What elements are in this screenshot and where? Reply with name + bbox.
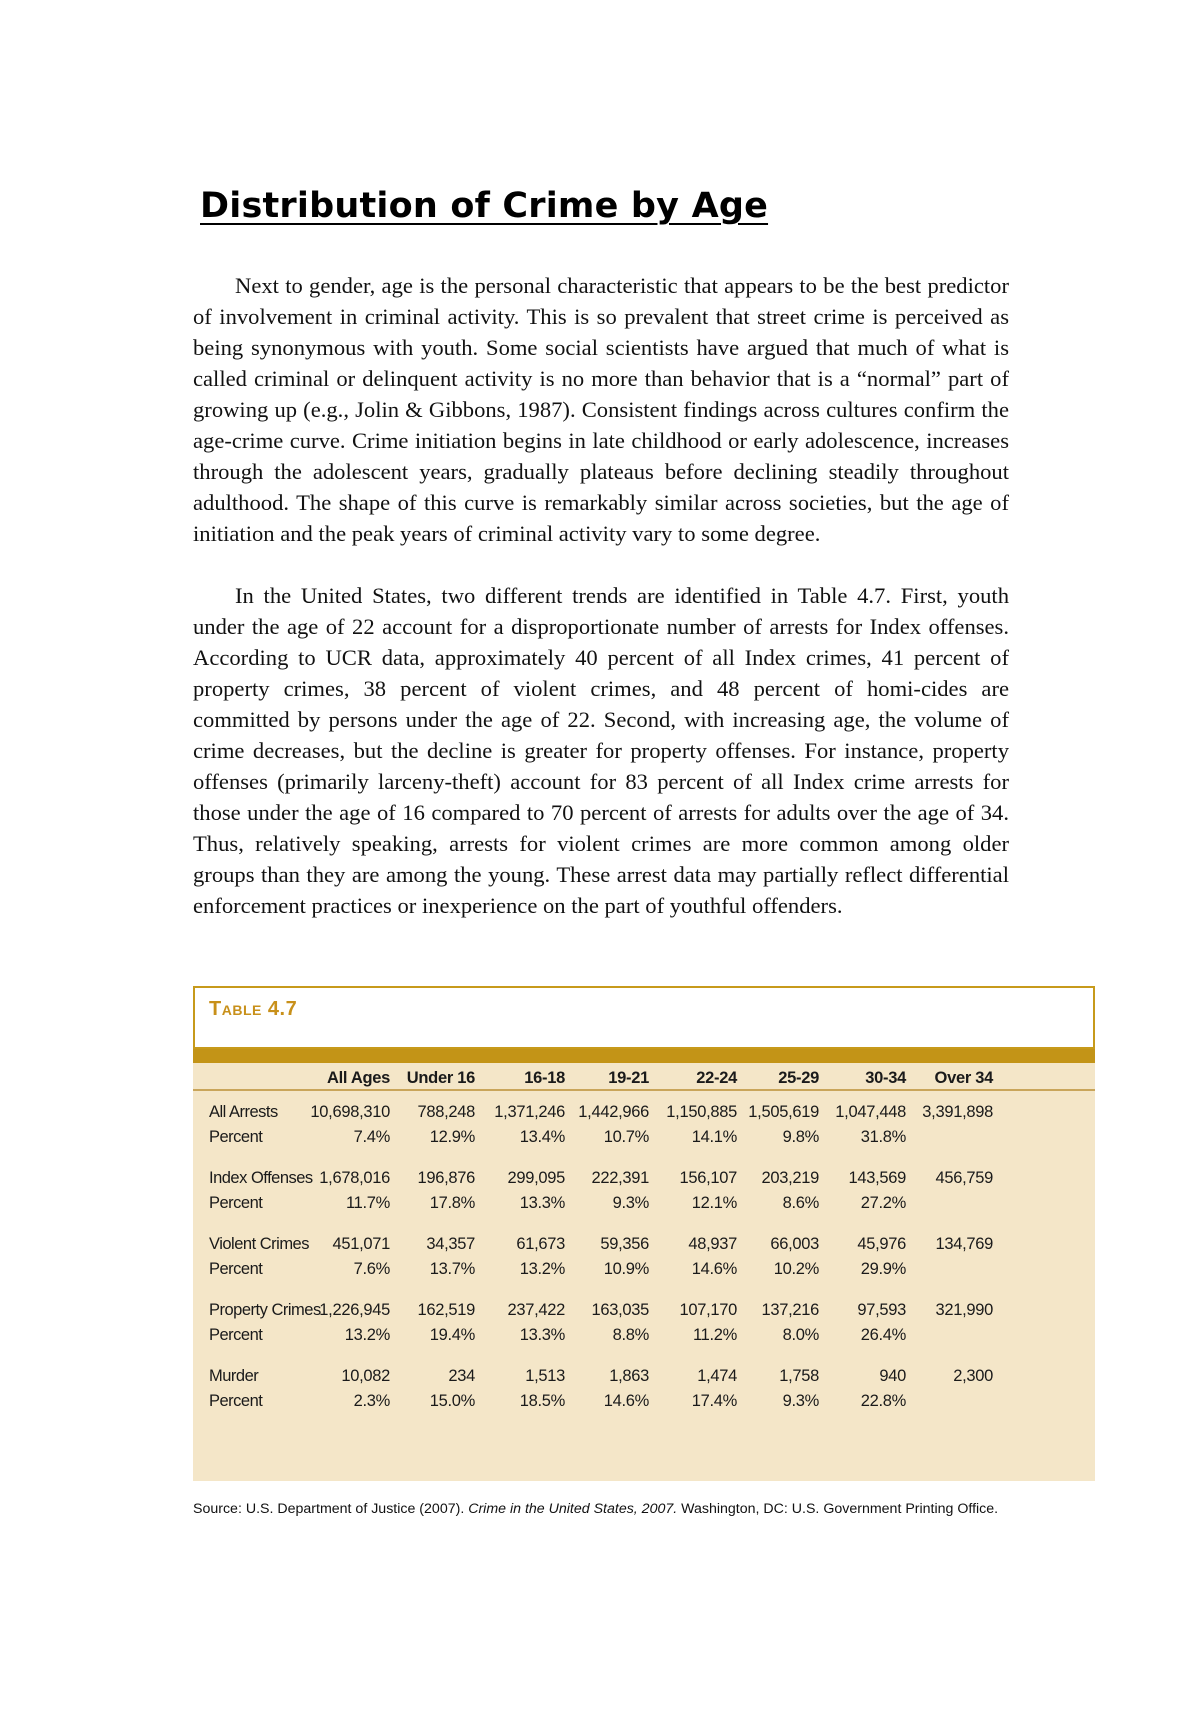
table-cell: 13.3%: [519, 1326, 565, 1344]
table-row-label: Index Offenses: [209, 1169, 313, 1187]
table-cell: 97,593: [857, 1301, 906, 1319]
table-cell: 13.3%: [519, 1194, 565, 1212]
table-cell: 1,863: [609, 1367, 649, 1385]
table-column-header: 16-18: [524, 1069, 565, 1087]
table-cell: 1,513: [525, 1367, 565, 1385]
table-column-header: Under 16: [406, 1069, 475, 1087]
table-title-band: [193, 1049, 1095, 1063]
table-cell: 27.2%: [860, 1194, 906, 1212]
table-cell: 1,474: [697, 1367, 737, 1385]
table-cell: 34,357: [426, 1235, 475, 1253]
table-cell: 196,876: [417, 1169, 475, 1187]
table-cell: 17.8%: [429, 1194, 475, 1212]
table-cell: 14.1%: [691, 1128, 737, 1146]
table-row-label: Percent: [209, 1260, 263, 1278]
table-cell: 10.7%: [603, 1128, 649, 1146]
table-cell: 48,937: [688, 1235, 737, 1253]
table-cell: 9.3%: [612, 1194, 649, 1212]
table-cell: 8.0%: [782, 1326, 819, 1344]
table-cell: 162,519: [417, 1301, 475, 1319]
table-row-label: Percent: [209, 1392, 263, 1410]
table-cell: 237,422: [507, 1301, 565, 1319]
table-cell: 8.8%: [612, 1326, 649, 1344]
table-cell: 11.2%: [692, 1326, 737, 1344]
table-cell: 26.4%: [860, 1326, 906, 1344]
table-cell: 13.7%: [429, 1260, 475, 1278]
table-cell: 7.4%: [353, 1128, 390, 1146]
table-cell: 134,769: [935, 1235, 993, 1253]
table-column-header: All Ages: [326, 1069, 390, 1087]
table-cell: 2,300: [953, 1367, 993, 1385]
table-cell: 18.5%: [519, 1392, 565, 1410]
table-cell: 29.9%: [860, 1260, 906, 1278]
table-cell: 1,442,966: [578, 1103, 649, 1121]
table-row-label: Percent: [209, 1194, 263, 1212]
table-cell: 10.9%: [603, 1260, 649, 1278]
source-prefix: Source: U.S. Department of Justice (2007).: [193, 1501, 469, 1517]
table-cell: 321,990: [935, 1301, 993, 1319]
table-cell: 788,248: [417, 1103, 475, 1121]
table-cell: 222,391: [591, 1169, 649, 1187]
table-cell: 59,356: [600, 1235, 649, 1253]
table-row-label: Property Crimes: [209, 1301, 321, 1319]
table-cell: 1,150,885: [666, 1103, 737, 1121]
table-cell: 9.3%: [782, 1392, 819, 1410]
table-cell: 1,047,448: [835, 1103, 906, 1121]
table-cell: 9.8%: [782, 1128, 819, 1146]
table-cell: 22.8%: [860, 1392, 906, 1410]
table-cell: 15.0%: [429, 1392, 475, 1410]
table-cell: 1,226,945: [319, 1301, 390, 1319]
table-cell: 156,107: [679, 1169, 737, 1187]
table-row-label: Violent Crimes: [209, 1235, 309, 1253]
table-cell: 1,758: [779, 1367, 819, 1385]
table-cell: 234: [448, 1367, 475, 1385]
table-column-header: 30-34: [865, 1069, 906, 1087]
table-row-label: Murder: [209, 1367, 259, 1385]
table-4-7: [193, 986, 1095, 1481]
table-title: Table 4.7: [209, 998, 298, 1020]
table-cell: 17.4%: [691, 1392, 737, 1410]
table-cell: 19.4%: [429, 1326, 475, 1344]
table-cell: 940: [879, 1367, 906, 1385]
table-row-label: Percent: [209, 1128, 263, 1146]
table-cell: 163,035: [591, 1301, 649, 1319]
table-cell: 31.8%: [860, 1128, 906, 1146]
table-column-header: 19-21: [608, 1069, 649, 1087]
table-cell: 14.6%: [603, 1392, 649, 1410]
table-row-label: All Arrests: [209, 1103, 278, 1121]
table-cell: 3,391,898: [922, 1103, 993, 1121]
table-cell: 10,698,310: [310, 1103, 390, 1121]
table-cell: 299,095: [507, 1169, 565, 1187]
table-cell: 12.1%: [691, 1194, 737, 1212]
table-cell: 66,003: [770, 1235, 819, 1253]
table-cell: 13.2%: [519, 1260, 565, 1278]
table-title-box: [193, 986, 1095, 1049]
page-heading: Distribution of Crime by Age: [200, 186, 769, 226]
table-cell: 107,170: [679, 1301, 737, 1319]
table-column-header: 22-24: [696, 1069, 737, 1087]
table-cell: 45,976: [857, 1235, 906, 1253]
table-cell: 10.2%: [773, 1260, 819, 1278]
body-paragraph-2: In the United States, two different trends are identified in Table 4.7. First, youth under the age of 22 account for a disproportionate number of arrests for Index offenses. According to UCR data, approximately 40 percent of all Index crimes, 41 percent of property crimes, 38 percent of violent crimes, and 48 percent of homi-cides are committed by persons under the age of 22. Second, with increasing age, the volume of crime decreases, but the decline is greater for property offenses. For instance, property offenses (primarily larceny-theft) account for 83 percent of all Index crime arrests for those under the age of 16 compared to 70 percent of arrests for adults over the age of 34. Thus, relatively speaking, arrests for violent crimes are more common among older groups than they are among the young. These arrest data may partially reflect differential enforcement practices or inexperience on the part of youthful offenders.: [193, 583, 1009, 918]
source-title: Crime in the United States, 2007.: [468, 1501, 678, 1517]
table-cell: 1,371,246: [494, 1103, 565, 1121]
table-cell: 10,082: [341, 1367, 390, 1385]
table-column-header: Over 34: [934, 1069, 993, 1087]
table-cell: 13.2%: [344, 1326, 390, 1344]
table-cell: 8.6%: [782, 1194, 819, 1212]
table-cell: 61,673: [516, 1235, 565, 1253]
table-cell: 451,071: [332, 1235, 390, 1253]
table-cell: 143,569: [848, 1169, 906, 1187]
table-cell: 1,678,016: [319, 1169, 390, 1187]
table-cell: 7.6%: [353, 1260, 390, 1278]
table-cell: 203,219: [761, 1169, 819, 1187]
source-citation: [193, 1498, 1093, 1520]
table-cell: 2.3%: [353, 1392, 390, 1410]
table-cell: 137,216: [761, 1301, 819, 1319]
table-cell: 1,505,619: [748, 1103, 819, 1121]
table-cell: 14.6%: [691, 1260, 737, 1278]
source-suffix: Washington, DC: U.S. Government Printing Office.: [677, 1501, 999, 1517]
table-cell: 13.4%: [519, 1128, 565, 1146]
table-cell: 12.9%: [429, 1128, 475, 1146]
table-column-header: 25-29: [778, 1069, 819, 1087]
body-paragraph-1: Next to gender, age is the personal characteristic that appears to be the best predictor of involvement in criminal activity. This is so prevalent that street crime is perceived as being synonymous with youth. Some social scientists have argued that much of what is called criminal or delinquent activity is no more than behavior that is a “normal” part of growing up (e.g., Jolin & Gibbons, 1987). Consistent findings across cultures confirm the age-crime curve. Crime initiation begins in late childhood or early adolescence, increases through the adolescent years, gradually plateaus before declining steadily throughout adulthood. The shape of this curve is remarkably similar across societies, but the age of initiation and the peak years of criminal activity vary to some degree.: [193, 273, 1009, 546]
table-cell: 11.7%: [345, 1194, 390, 1212]
table-row-label: Percent: [209, 1326, 263, 1344]
table-cell: 456,759: [935, 1169, 993, 1187]
